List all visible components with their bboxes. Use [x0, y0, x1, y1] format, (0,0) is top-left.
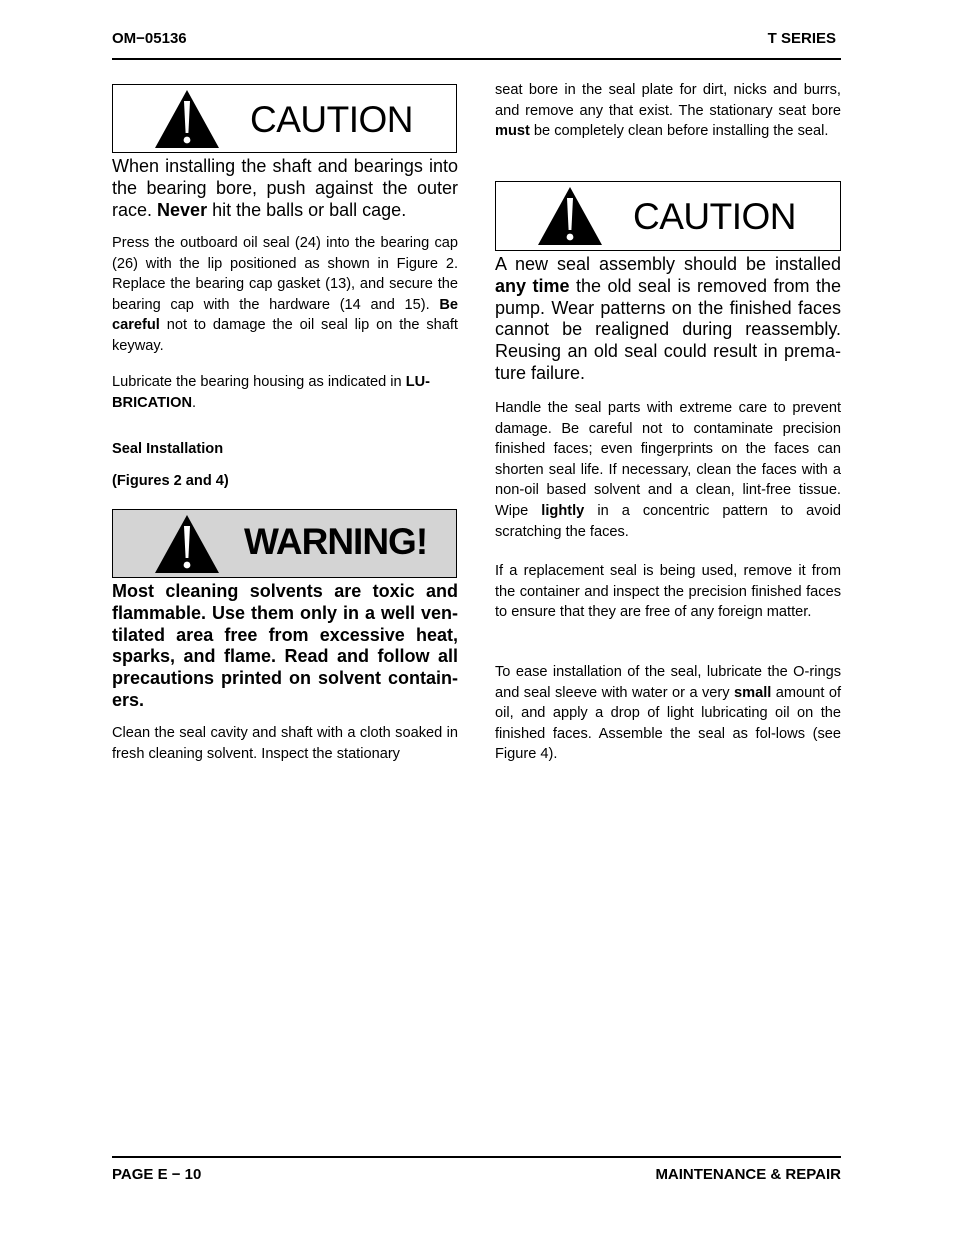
caution-box-2 [495, 181, 841, 251]
warning-text-body: Most cleaning solvents are toxic and flammable. Use them only in a well ven-tilated area free from excessive heat, sparks, and flame. Read and follow all precautions printed on solvent contain-ers. [112, 581, 458, 710]
text-part: To ease installation of the seal, lubricate the O-rings and seal sleeve with water or a very [495, 664, 841, 701]
exclamation-triangle-icon [154, 89, 220, 149]
header-rule [112, 58, 841, 60]
text-part: in a concentric pattern to avoid scratching the faces. [495, 502, 841, 540]
paragraph-seat-bore [495, 80, 841, 142]
caution-text-part: the old seal is removed from the pump. Wear patterns on the finished faces cannot be realigned during reassembly. Reusing an old seal could result in prema-ture failure. [495, 275, 842, 383]
caution-box-1 [112, 84, 457, 153]
text-part: be completely clean before installing the seal. [529, 123, 829, 140]
paragraph-clean-cavity [112, 723, 458, 764]
paragraph-handle-seal [495, 398, 841, 542]
paragraph-oil-seal [112, 233, 458, 357]
footer-rule [112, 1156, 841, 1158]
caution-text-emphasis: Never [157, 199, 208, 220]
paragraph-replacement-seal [495, 561, 841, 623]
document-id: OM−05136 [112, 30, 187, 47]
page-number: PAGE E − 10 [112, 1166, 202, 1183]
paragraph-lubricate [112, 372, 458, 413]
text-emphasis: lightly [541, 502, 585, 519]
warning-label: WARNING! [244, 521, 428, 562]
caution-text-part: When installing the shaft and bearings into the bearing bore, push against the outer race. [112, 156, 458, 220]
text-body: Clean the seal cavity and shaft with a cloth soaked in fresh cleaning solvent. Inspect the stationary [112, 725, 458, 762]
caution-text-1 [112, 156, 458, 221]
text-part: seat bore in the seal plate for dirt, nicks and burrs, and remove any that exist. The stationary seat bore [495, 82, 841, 119]
section-title: Seal Installation [112, 441, 224, 457]
text-part: amount of oil, and apply a drop of light lubricating oil on the finished faces. Assemble the seal as fol-lows (see Figure 4). [495, 684, 842, 763]
text-part: Handle the seal parts with extreme care to prevent damage. Be careful not to contaminate precision finished faces; even fingerprints on the faces can shorten seal life. If necessary, clean the faces with a non-oil based solvent and a clean, lint-free tissue. Wipe [495, 400, 841, 519]
text-part: Press the outboard oil seal (24) into the bearing cap (26) with the lip positioned as shown in Figure 2. Replace the bearing cap gasket (13), and secure the bearing cap with the hardware (14 and 15). [112, 235, 458, 313]
text-emphasis: Be careful [112, 296, 458, 334]
caution-label: CAUTION [250, 99, 413, 140]
warning-box [112, 509, 457, 578]
caution-label: CAUTION [633, 196, 796, 237]
text-emphasis: LU-BRICATION [112, 374, 431, 411]
exclamation-triangle-icon [154, 514, 220, 574]
text-body: If a replacement seal is being used, remove it from the container and inspect the precision finished faces to ensure that they are free of any foreign matter. [495, 563, 841, 621]
text-emphasis: must [495, 123, 530, 140]
section-subtitle: (Figures 2 and 4) [112, 473, 229, 489]
text-part: . [192, 394, 197, 411]
text-emphasis: small [733, 684, 772, 701]
caution-text-part: A new seal assembly should be installed [495, 254, 841, 274]
caution-text-emphasis: any time [495, 275, 570, 296]
section-name: MAINTENANCE & REPAIR [655, 1166, 841, 1183]
warning-text [112, 581, 458, 712]
text-part: not to damage the oil seal lip on the shaft keyway. [112, 317, 458, 354]
exclamation-triangle-icon [537, 186, 603, 246]
caution-text-part: hit the balls or ball cage. [207, 199, 407, 220]
paragraph-ease-installation [495, 662, 841, 765]
caution-text-2 [495, 254, 841, 385]
text-part: Lubricate the bearing housing as indicated in [112, 374, 406, 390]
series-title: T SERIES [767, 30, 836, 47]
